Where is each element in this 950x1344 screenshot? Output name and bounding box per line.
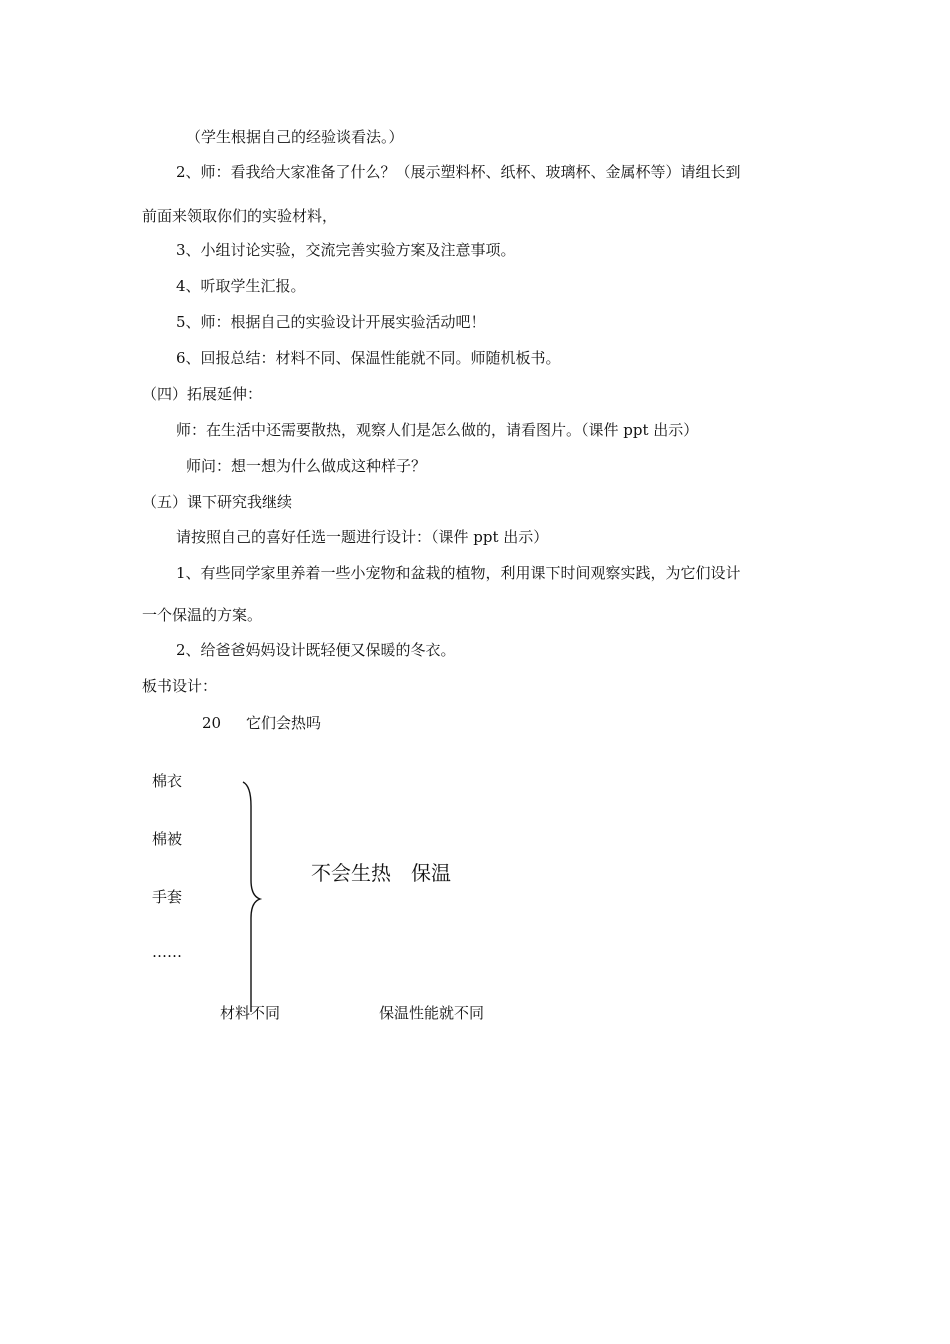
board-item: 棉被 xyxy=(152,830,183,848)
text-line: 1、有些同学家里养着一些小宠物和盆栽的植物，利用课下时间观察实践，为它们设计 xyxy=(176,564,741,582)
board-item: 手套 xyxy=(152,888,183,906)
text-line: 师：在生活中还需要散热，观察人们是怎么做的，请看图片。（课件 ppt 出示） xyxy=(176,421,699,439)
text-line: 3、小组讨论实验，交流完善实验方案及注意事项。 xyxy=(176,241,516,259)
section-heading: （四）拓展延伸： xyxy=(142,385,263,403)
text-line: 6、回报总结：材料不同、保温性能就不同。师随机板书。 xyxy=(176,349,561,367)
text-line: 前面来领取你们的实验材料， xyxy=(142,207,338,225)
text-line: 师问：想一想为什么做成这种样子？ xyxy=(186,457,427,475)
board-bottom-left: 材料不同 xyxy=(220,1004,281,1022)
board-conclusion: 不会生热 保温 xyxy=(311,861,451,885)
board-item: 棉衣 xyxy=(152,772,183,790)
text-line: 请按照自己的喜好任选一题进行设计：（课件 ppt 出示） xyxy=(176,528,549,546)
board-design-heading: 板书设计： xyxy=(142,677,218,695)
text-line: 2、师：看我给大家准备了什么？（展示塑料杯、纸杯、玻璃杯、金属杯等）请组长到 xyxy=(176,163,741,181)
lesson-title: 它们会热吗 xyxy=(246,714,322,732)
curly-brace-icon xyxy=(238,780,268,1016)
text-line: 一个保温的方案。 xyxy=(142,606,263,624)
board-bottom-right: 保温性能就不同 xyxy=(379,1004,485,1022)
lesson-number: 20 xyxy=(202,714,222,732)
text-line: 2、给爸爸妈妈设计既轻便又保暖的冬衣。 xyxy=(176,641,456,659)
section-heading: （五）课下研究我继续 xyxy=(142,493,293,511)
text-line: 5、师：根据自己的实验设计开展实验活动吧！ xyxy=(176,313,486,331)
text-line: 4、听取学生汇报。 xyxy=(176,277,306,295)
text-line: （学生根据自己的经验谈看法。） xyxy=(186,128,404,146)
board-item: …… xyxy=(152,943,182,961)
